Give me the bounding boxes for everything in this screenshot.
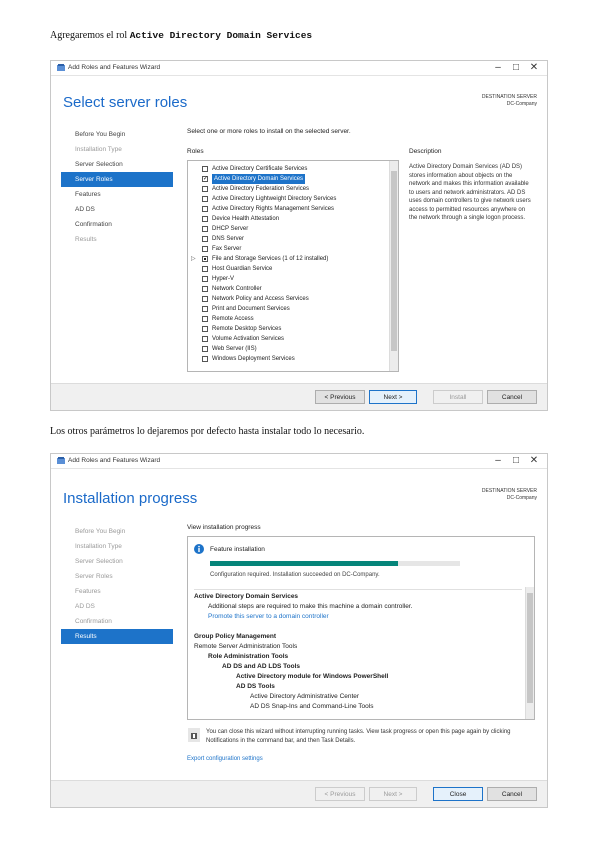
nav-features[interactable]: Features	[75, 588, 101, 595]
intro-paragraph	[50, 30, 312, 41]
nav-installation-type[interactable]: Installation Type	[75, 543, 122, 550]
title-bar	[51, 61, 547, 76]
divider	[194, 589, 522, 590]
intro-code: Active Directory Domain Services	[129, 30, 313, 41]
role-row[interactable]	[188, 324, 389, 334]
destination-server	[482, 94, 537, 108]
role-row[interactable]	[188, 334, 389, 344]
role-row[interactable]	[188, 164, 389, 174]
role-label: Active Directory Lightweight Directory Services	[212, 196, 337, 202]
roles-label: Roles	[187, 148, 204, 155]
view-progress-label: View installation progress	[187, 524, 261, 531]
nav-confirmation[interactable]: Confirmation	[75, 221, 112, 228]
role-row[interactable]	[188, 274, 389, 284]
page-title: Installation progress	[63, 490, 198, 507]
role-checkbox[interactable]	[202, 266, 208, 272]
result-item: AD DS and AD LDS Tools	[222, 663, 300, 670]
previous-button[interactable]: < Previous	[315, 787, 365, 801]
role-checkbox[interactable]	[202, 166, 208, 172]
progress-bar-fill	[210, 561, 398, 566]
config-message: Configuration required. Installation succeeded on DC-Company.	[210, 572, 380, 578]
nav-installation-type[interactable]: Installation Type	[75, 146, 122, 153]
export-settings-link[interactable]: Export configuration settings	[187, 756, 263, 762]
result-item: AD DS Snap-Ins and Command-Line Tools	[250, 703, 374, 710]
result-item	[194, 622, 522, 632]
role-row[interactable]	[188, 314, 389, 324]
window-title: Add Roles and Features Wizard	[68, 457, 161, 464]
role-label: Print and Document Services	[212, 306, 290, 312]
promote-domain-controller-link[interactable]: Promote this server to a domain controller	[208, 613, 329, 620]
role-row[interactable]	[188, 304, 389, 314]
role-checkbox[interactable]	[202, 306, 208, 312]
select-roles-window	[50, 60, 548, 411]
info-icon	[194, 544, 204, 554]
roles-rows	[188, 164, 389, 364]
server-manager-icon	[57, 64, 65, 71]
nav-features[interactable]: Features	[75, 191, 101, 198]
role-checkbox[interactable]	[202, 196, 208, 202]
wizard-nav	[61, 127, 173, 247]
role-row[interactable]	[188, 294, 389, 304]
role-checkbox[interactable]	[202, 246, 208, 252]
nav-results[interactable]: Results	[75, 236, 97, 243]
roles-list[interactable]	[187, 160, 399, 372]
next-button[interactable]: Next >	[369, 787, 417, 801]
result-item: Active Directory module for Windows PowerShell	[236, 673, 389, 680]
close-button[interactable]: Close	[433, 787, 483, 801]
result-item: Role Administration Tools	[208, 653, 289, 660]
nav-before-you-begin[interactable]: Before You Begin	[75, 131, 126, 138]
result-item: Additional steps are required to make this machine a domain controller.	[208, 603, 413, 610]
title-bar	[51, 454, 547, 469]
nav-results[interactable]: Results	[61, 629, 173, 644]
next-button[interactable]: Next >	[369, 390, 417, 404]
destination-label: DESTINATION SERVER	[481, 94, 537, 100]
maximize-icon[interactable]: □	[512, 62, 520, 73]
role-label: Active Directory Certificate Services	[212, 166, 308, 172]
role-checkbox[interactable]	[202, 236, 208, 242]
role-checkbox[interactable]	[202, 226, 208, 232]
role-row[interactable]	[188, 284, 389, 294]
nav-before-you-begin[interactable]: Before You Begin	[75, 528, 126, 535]
destination-name: DC-Company	[506, 495, 537, 501]
wizard-footer	[51, 780, 547, 807]
result-item: Group Policy Management	[194, 633, 276, 640]
roles-scrollbar-thumb[interactable]	[391, 171, 397, 351]
role-checkbox[interactable]	[202, 326, 208, 332]
close-icon[interactable]: ✕	[529, 455, 539, 466]
role-checkbox[interactable]	[202, 206, 208, 212]
intro-prefix: Agregaremos el rol	[50, 30, 130, 41]
role-label: Windows Deployment Services	[212, 356, 295, 362]
partial-indicator	[204, 258, 206, 260]
nav-server-roles[interactable]: Server Roles	[75, 573, 113, 580]
previous-button[interactable]: < Previous	[315, 390, 365, 404]
role-label: DHCP Server	[212, 226, 249, 232]
window-title: Add Roles and Features Wizard	[68, 64, 161, 71]
result-item: AD DS Tools	[236, 683, 275, 690]
nav-ad-ds[interactable]: AD DS	[75, 603, 95, 610]
description-label: Description	[409, 148, 442, 155]
result-item: Active Directory Administrative Center	[250, 693, 360, 700]
role-row[interactable]	[188, 214, 389, 224]
role-row[interactable]	[188, 234, 389, 244]
description-text: Active Directory Domain Services (AD DS) stores information about objects on the network and makes this information available to users and network administrators. AD DS uses domain controllers to give network users access to permitted resources anywhere on the network through a single logon process.	[409, 164, 531, 221]
destination-server	[482, 488, 537, 502]
role-label: File and Storage Services (1 of 12 installed)	[212, 256, 329, 262]
role-checkbox[interactable]	[202, 296, 208, 302]
role-label: Remote Access	[212, 316, 254, 322]
role-checkbox[interactable]	[202, 186, 208, 192]
role-label: Web Server (IIS)	[212, 346, 257, 352]
role-label: Device Health Attestation	[212, 216, 280, 222]
role-row[interactable]	[188, 354, 389, 364]
task-flag-icon	[188, 728, 200, 742]
role-label: Remote Desktop Services	[212, 326, 282, 332]
role-checkbox[interactable]	[202, 286, 208, 292]
server-manager-icon	[57, 457, 65, 464]
wizard-note: You can close this wizard without interrupting running tasks. View task progress or open this page again by clicking Notifications in the command bar, and then Task Details.	[206, 729, 511, 744]
role-checkbox[interactable]	[202, 256, 208, 262]
role-row[interactable]	[188, 224, 389, 234]
roles-scrollbar[interactable]	[389, 161, 398, 371]
role-checkbox[interactable]	[202, 216, 208, 222]
result-item: Remote Server Administration Tools	[194, 643, 298, 650]
destination-name: DC-Company	[506, 101, 537, 107]
role-label: DNS Server	[212, 236, 245, 242]
wizard-nav	[61, 524, 173, 644]
role-checkbox[interactable]	[202, 336, 208, 342]
nav-server-roles[interactable]: Server Roles	[61, 172, 173, 187]
role-row[interactable]	[188, 204, 389, 214]
minimize-icon[interactable]: –	[495, 62, 501, 73]
wizard-footer	[51, 383, 547, 410]
role-label: Fax Server	[212, 246, 242, 252]
role-row[interactable]	[188, 184, 389, 194]
status-text: Feature installation	[210, 546, 265, 553]
nav-confirmation[interactable]: Confirmation	[75, 618, 112, 625]
middle-paragraph: Los otros parámetros lo dejaremos por defecto hasta instalar todo lo necesario.	[50, 426, 365, 437]
nav-server-selection[interactable]: Server Selection	[75, 558, 123, 565]
maximize-icon[interactable]: □	[512, 455, 520, 466]
role-row[interactable]	[188, 174, 389, 184]
role-checkbox[interactable]	[202, 356, 208, 362]
results-scrollbar[interactable]	[525, 587, 534, 719]
role-label: Active Directory Federation Services	[212, 186, 310, 192]
progress-box	[187, 536, 535, 720]
minimize-icon[interactable]: –	[495, 455, 501, 466]
role-label: Network Controller	[212, 286, 262, 292]
role-checkbox[interactable]	[202, 276, 208, 282]
page-title: Select server roles	[63, 94, 188, 111]
role-checkbox[interactable]	[202, 316, 208, 322]
role-row[interactable]	[188, 194, 389, 204]
roles-intro-text: Select one or more roles to install on the selected server.	[187, 128, 351, 135]
role-row[interactable]	[188, 344, 389, 354]
progress-bar	[210, 561, 460, 566]
role-label: Hyper-V	[212, 276, 235, 282]
cancel-button[interactable]: Cancel	[487, 787, 537, 801]
role-checkbox[interactable]	[202, 346, 208, 352]
role-label: Volume Activation Services	[212, 336, 285, 342]
result-item: Active Directory Domain Services	[194, 593, 299, 600]
nav-ad-ds[interactable]: AD DS	[75, 206, 95, 213]
installation-progress-window	[50, 453, 548, 808]
role-row[interactable]	[188, 244, 389, 254]
role-checkbox[interactable]: ✓	[203, 176, 209, 182]
cancel-button[interactable]: Cancel	[487, 390, 537, 404]
role-row[interactable]	[188, 254, 389, 264]
role-label: Network Policy and Access Services	[212, 296, 309, 302]
role-label: Active Directory Domain Services	[214, 176, 304, 182]
install-button[interactable]: Install	[433, 390, 483, 404]
expand-icon[interactable]: ▷	[191, 256, 196, 262]
results-scrollbar-thumb[interactable]	[527, 593, 533, 703]
role-label: Host Guardian Service	[212, 266, 273, 272]
results-list	[194, 592, 522, 712]
destination-label: DESTINATION SERVER	[481, 488, 537, 494]
role-label: Active Directory Rights Management Services	[212, 206, 335, 212]
close-icon[interactable]: ✕	[529, 62, 539, 73]
role-row[interactable]	[188, 264, 389, 274]
nav-server-selection[interactable]: Server Selection	[75, 161, 123, 168]
